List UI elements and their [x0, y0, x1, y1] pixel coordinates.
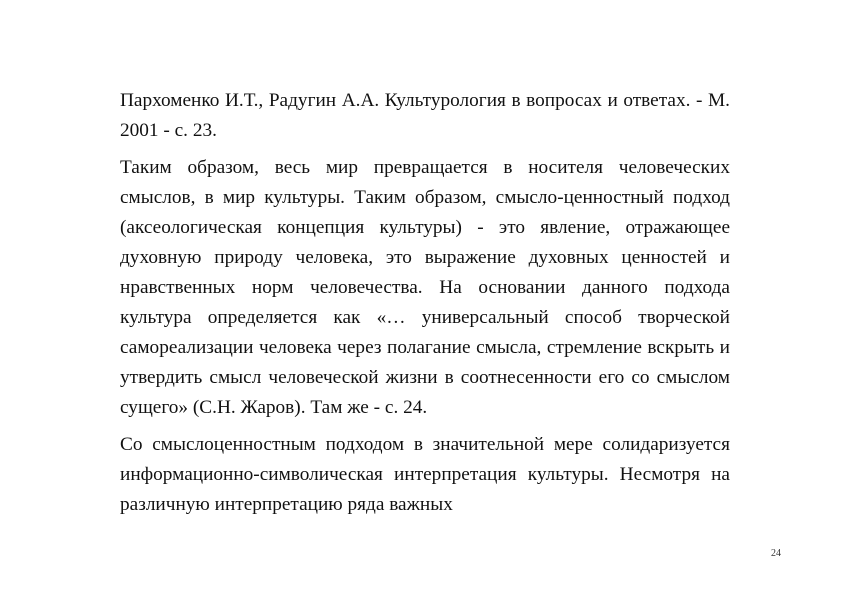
- page-number: 24: [771, 548, 781, 559]
- continuation-paragraph: Со смыслоценностным подходом в значительной мере солидаризуется информационно-символическая интерпретация культуры. Несмотря на различную интерпретацию ряда важных: [120, 434, 730, 515]
- main-paragraph: Таким образом, весь мир превращается в носителя человеческих смыслов, в мир культуры. Таким образом, смысло-ценностный подход (аксеологическая концепция культуры) - это явление, отражающее духовную природу человека, это выражение духовных ценностей и нравственных норм человечества. На основании данного подхода культура определяется как «… универсальный способ творческой самореализации человека через полагание смысла, стремление вскрыть и утвердить смысл человеческой жизни в соотнесенности его со смыслом сущего» (С.Н. Жаров). Там же - с. 24.: [120, 157, 730, 418]
- page-body: [120, 86, 730, 527]
- citation-paragraph: Пархоменко И.Т., Радугин А.А. Культурология в вопросах и ответах. - М. 2001 - с. 23.: [120, 90, 730, 141]
